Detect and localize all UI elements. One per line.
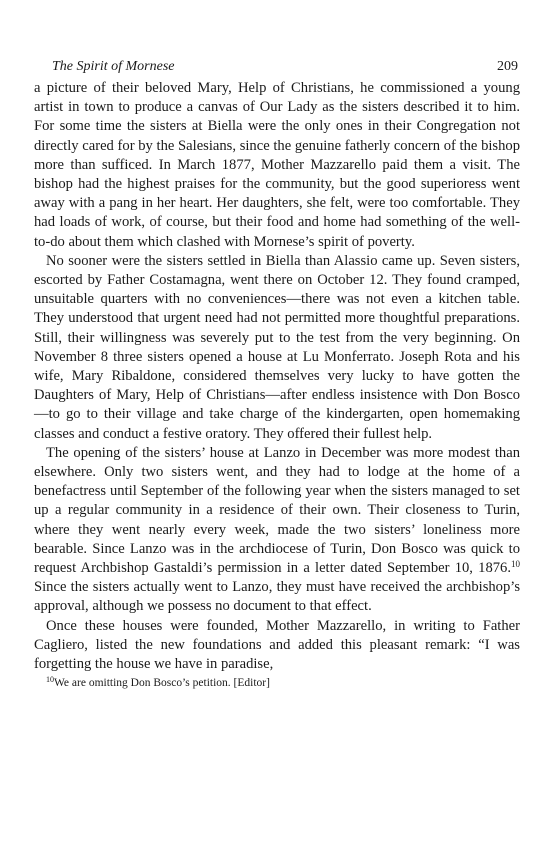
paragraph-4: Once these houses were founded, Mother Mazzarello, in writing to Father Cagliero, listed the new foundations and added this pleasant remark: “I was forgetting the house we have in paradise, bbox=[34, 617, 520, 673]
page-number: 209 bbox=[497, 59, 518, 74]
running-title: The Spirit of Mornese bbox=[52, 59, 175, 74]
book-page bbox=[34, 58, 520, 691]
paragraph-1: a picture of their beloved Mary, Help of Christians, he commissioned a young artist in town to produce a canvas of Our Lady as the sisters described it to him. For some time the sisters at Biella were the only ones in their Congregation not directly cared for by the Salesians, since the genuine fatherly concern of the bishop more than sufficed. In March 1877, Mother Mazzarello paid them a visit. The bishop had the highest praises for the community, but the good superioress went away with a pang in her heart. Her daughters, she felt, were too comfortable. They had loads of work, of course, but their food and home had something of the well-to-do about them which clashed with Mornese’s spirit of poverty. bbox=[34, 80, 520, 250]
body-text bbox=[34, 79, 520, 674]
paragraph-3-text-after: Since the sisters actually went to Lanzo, they must have received the archbishop’s approval, although we possess no document to that effect. bbox=[34, 579, 520, 615]
paragraph-3-text-before: The opening of the sisters’ house at Lanzo in December was more modest than elsewhere. Only two sisters went, and they had to lodge at the home of a benefactress until September of the following year when the sisters managed to set up a regular community in a residence of their own. Their closeness to Turin, where they went nearly every week, made the two sisters’ loneliness more bearable. Since Lanzo was in the archdiocese of Turin, Don Bosco was quick to request Archbishop Gastaldi’s permission in a letter dated September 10, 1876. bbox=[34, 444, 520, 577]
running-head bbox=[34, 58, 520, 76]
paragraph-3 bbox=[34, 444, 520, 617]
footnote-marker: 10 bbox=[46, 675, 54, 685]
footnote bbox=[34, 676, 520, 691]
footnote-text: We are omitting Don Bosco’s petition. [Editor] bbox=[54, 677, 270, 690]
footnote-reference[interactable]: 10 bbox=[511, 559, 520, 570]
paragraph-2: No sooner were the sisters settled in Biella than Alassio came up. Seven sisters, escorted by Father Costamagna, went there on October 12. They found cramped, unsuitable quarters with no conveniences—there was not even a kitchen table. They understood that urgent need had not permitted more thoughtful preparations. Still, their willingness was severely put to the test from the very beginning. On November 8 three sisters opened a house at Lu Monferrato. Joseph Rota and his wife, Mary Ribaldone, considered themselves very lucky to have gotten the Daughters of Mary, Help of Christians—after endless insistence with Don Bosco—to go to their village and take charge of the kindergarten, open homemaking classes and conduct a festive oratory. They offered their fullest help. bbox=[34, 252, 520, 442]
